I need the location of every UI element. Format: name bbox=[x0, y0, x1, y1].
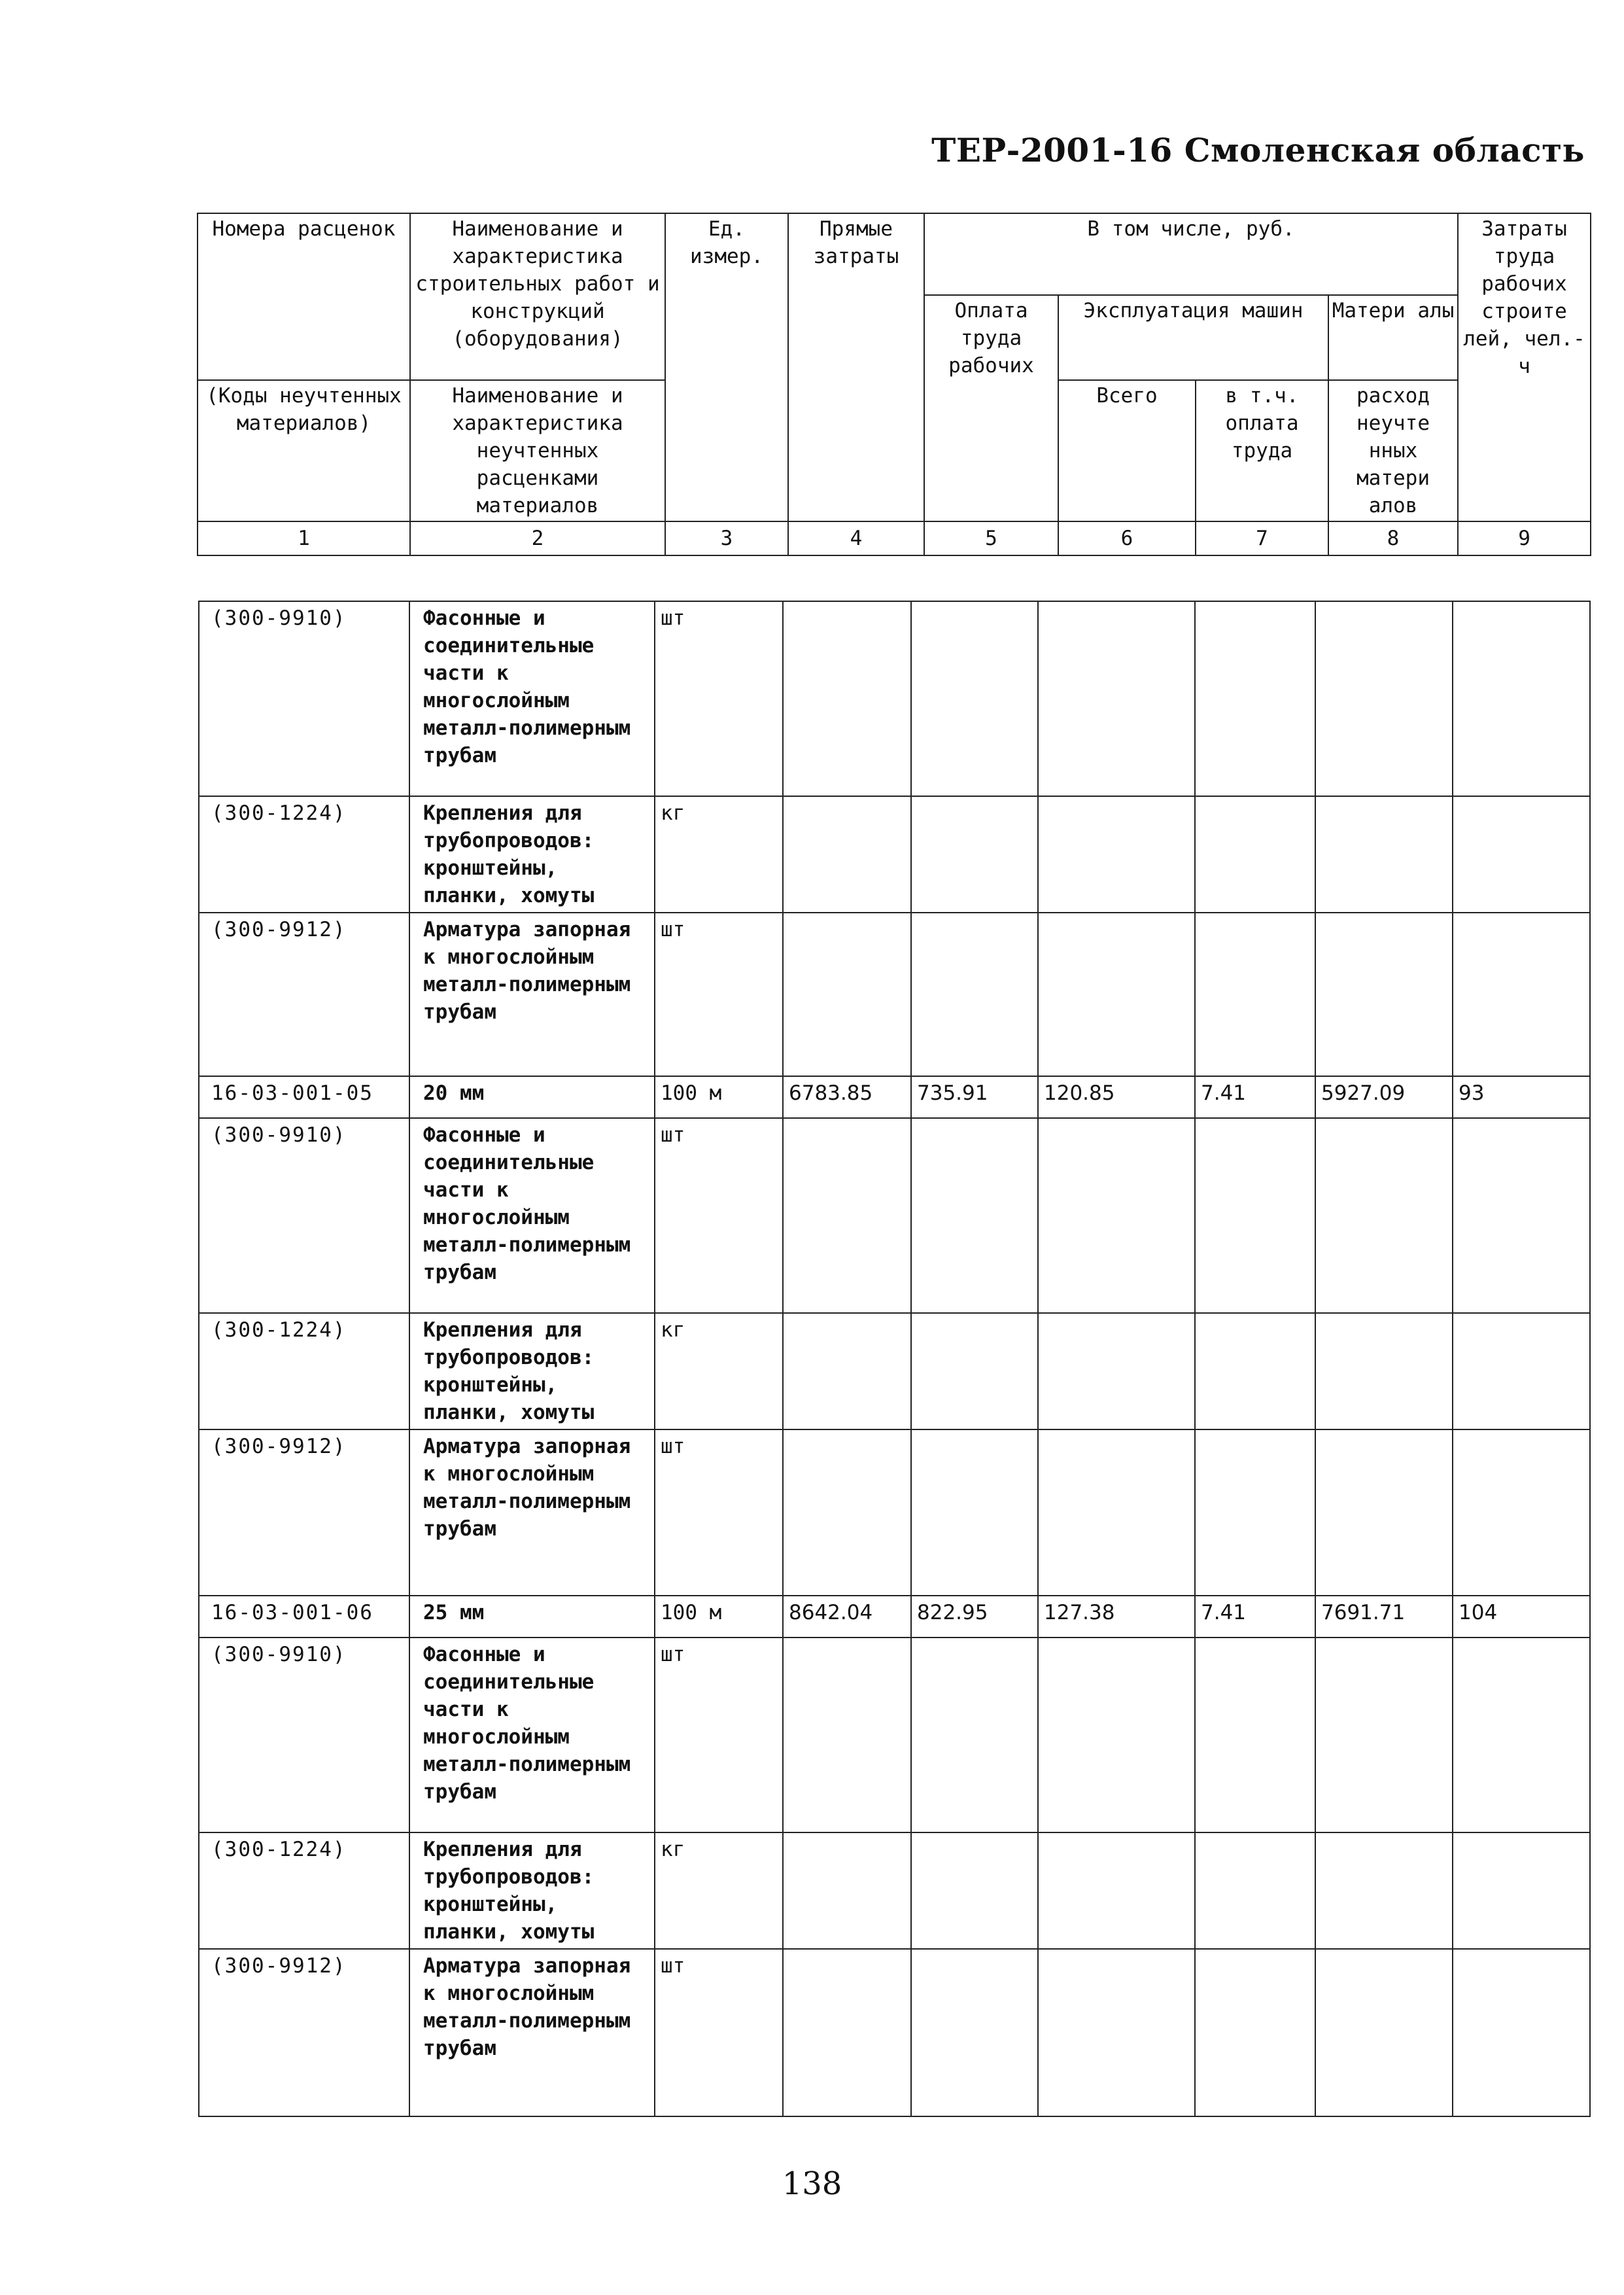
column-number: 3 bbox=[665, 521, 788, 555]
row-hours: 93 bbox=[1453, 1076, 1590, 1118]
row-code: (300-9912) bbox=[199, 1949, 409, 2116]
row-unit: шт bbox=[655, 913, 783, 1076]
column-number: 8 bbox=[1328, 521, 1458, 555]
header-material-names: Наименование и характеристика неучтенных расценками материалов bbox=[410, 380, 665, 521]
row-hours bbox=[1453, 1118, 1590, 1313]
row-materials bbox=[1315, 796, 1453, 913]
row-code: (300-1224) bbox=[199, 796, 409, 913]
row-machine-labor bbox=[1195, 1949, 1315, 2116]
row-code: 16-03-001-06 bbox=[199, 1596, 409, 1638]
row-unit: шт bbox=[655, 1118, 783, 1313]
row-machine-total: 120.85 bbox=[1038, 1076, 1195, 1118]
table-row bbox=[199, 1118, 1590, 1313]
column-number: 6 bbox=[1058, 521, 1196, 555]
row-direct bbox=[783, 1313, 911, 1429]
row-machine-total bbox=[1038, 1118, 1195, 1313]
row-machine-total bbox=[1038, 1429, 1195, 1596]
row-name: Арматура запорная к многослойным металл-полимерным трубам bbox=[409, 1949, 655, 2116]
row-hours bbox=[1453, 1429, 1590, 1596]
column-number: 4 bbox=[788, 521, 924, 555]
row-hours bbox=[1453, 1313, 1590, 1429]
row-name: Арматура запорная к многослойным металл-полимерным трубам bbox=[409, 1429, 655, 1596]
row-code: (300-1224) bbox=[199, 1313, 409, 1429]
page-title: ТЕР-2001-16 Смоленская область bbox=[931, 131, 1585, 169]
row-hours bbox=[1453, 796, 1590, 913]
row-direct bbox=[783, 1429, 911, 1596]
row-direct bbox=[783, 1949, 911, 2116]
row-hours: 104 bbox=[1453, 1596, 1590, 1638]
row-unit: 100 м bbox=[655, 1596, 783, 1638]
row-labor: 735.91 bbox=[911, 1076, 1038, 1118]
row-name: Крепления для трубопроводов: кронштейны, планки, хомуты bbox=[409, 1313, 655, 1429]
row-materials bbox=[1315, 1313, 1453, 1429]
row-direct bbox=[783, 1118, 911, 1313]
row-code: (300-9912) bbox=[199, 913, 409, 1076]
table-row bbox=[199, 1596, 1590, 1638]
row-machine-total bbox=[1038, 913, 1195, 1076]
rates-table bbox=[198, 601, 1591, 2117]
row-machine-total: 127.38 bbox=[1038, 1596, 1195, 1638]
row-hours bbox=[1453, 1638, 1590, 1832]
row-unit: кг bbox=[655, 1832, 783, 1949]
table-row bbox=[199, 913, 1590, 1076]
row-code: 16-03-001-05 bbox=[199, 1076, 409, 1118]
row-unit: шт bbox=[655, 1949, 783, 2116]
header-work-name: Наименование и характеристика строительных работ и конструкций (оборудования) bbox=[410, 213, 665, 380]
row-name: 25 мм bbox=[409, 1596, 655, 1638]
row-machine-labor bbox=[1195, 1638, 1315, 1832]
column-number: 2 bbox=[410, 521, 665, 555]
row-machine-total bbox=[1038, 1313, 1195, 1429]
row-machine-labor bbox=[1195, 913, 1315, 1076]
row-materials bbox=[1315, 913, 1453, 1076]
table-row bbox=[199, 601, 1590, 796]
header-materials: Матери алы bbox=[1328, 295, 1458, 380]
row-machine-total bbox=[1038, 601, 1195, 796]
row-code: (300-9910) bbox=[199, 1118, 409, 1313]
row-labor bbox=[911, 1638, 1038, 1832]
row-machine-labor bbox=[1195, 601, 1315, 796]
table-row bbox=[199, 1429, 1590, 1596]
row-direct bbox=[783, 1832, 911, 1949]
row-name: Крепления для трубопроводов: кронштейны, планки, хомуты bbox=[409, 796, 655, 913]
row-unit: кг bbox=[655, 1313, 783, 1429]
column-number: 7 bbox=[1196, 521, 1328, 555]
column-numbers-row bbox=[198, 521, 1591, 555]
row-labor bbox=[911, 601, 1038, 796]
row-direct bbox=[783, 1638, 911, 1832]
row-direct: 6783.85 bbox=[783, 1076, 911, 1118]
header-direct-costs: Прямые затраты bbox=[788, 213, 924, 521]
row-unit: шт bbox=[655, 601, 783, 796]
table-row bbox=[199, 796, 1590, 913]
header-rate-numbers: Номера расценок bbox=[198, 213, 410, 380]
table-row bbox=[199, 1832, 1590, 1949]
row-labor bbox=[911, 1429, 1038, 1596]
row-machine-labor bbox=[1195, 1118, 1315, 1313]
row-machine-total bbox=[1038, 1949, 1195, 2116]
row-unit: шт bbox=[655, 1429, 783, 1596]
row-name: Арматура запорная к многослойным металл-полимерным трубам bbox=[409, 913, 655, 1076]
row-machine-labor: 7.41 bbox=[1195, 1596, 1315, 1638]
row-machine-labor: 7.41 bbox=[1195, 1076, 1315, 1118]
table-row bbox=[199, 1313, 1590, 1429]
row-name: Фасонные и соединительные части к многослойным металл-полимерным трубам bbox=[409, 601, 655, 796]
header-machine-labor: в т.ч. оплата труда bbox=[1196, 380, 1328, 521]
row-unit: кг bbox=[655, 796, 783, 913]
row-materials bbox=[1315, 1429, 1453, 1596]
row-machine-total bbox=[1038, 1638, 1195, 1832]
header-unit: Ед. измер. bbox=[665, 213, 788, 521]
column-number: 5 bbox=[924, 521, 1058, 555]
row-labor: 822.95 bbox=[911, 1596, 1038, 1638]
row-materials bbox=[1315, 601, 1453, 796]
column-number: 1 bbox=[198, 521, 410, 555]
row-hours bbox=[1453, 913, 1590, 1076]
table-row bbox=[199, 1949, 1590, 2116]
row-direct bbox=[783, 601, 911, 796]
row-hours bbox=[1453, 1949, 1590, 2116]
header-machine-total: Всего bbox=[1058, 380, 1196, 521]
row-materials: 5927.09 bbox=[1315, 1076, 1453, 1118]
row-materials bbox=[1315, 1118, 1453, 1313]
row-code: (300-1224) bbox=[199, 1832, 409, 1949]
row-materials bbox=[1315, 1949, 1453, 2116]
row-labor bbox=[911, 796, 1038, 913]
header-including: В том числе, руб. bbox=[924, 213, 1458, 295]
row-direct: 8642.04 bbox=[783, 1596, 911, 1638]
row-name: Фасонные и соединительные части к многослойным металл-полимерным трубам bbox=[409, 1118, 655, 1313]
header-material-codes: (Коды неучтенных материалов) bbox=[198, 380, 410, 521]
row-materials bbox=[1315, 1638, 1453, 1832]
row-machine-total bbox=[1038, 1832, 1195, 1949]
row-direct bbox=[783, 913, 911, 1076]
header-labor-hours: Затраты труда рабочих строите лей, чел.-ч bbox=[1458, 213, 1591, 521]
row-labor bbox=[911, 1832, 1038, 1949]
row-code: (300-9912) bbox=[199, 1429, 409, 1596]
row-code: (300-9910) bbox=[199, 1638, 409, 1832]
row-code: (300-9910) bbox=[199, 601, 409, 796]
header-material-consumption: расход неучте нных матери алов bbox=[1328, 380, 1458, 521]
row-hours bbox=[1453, 601, 1590, 796]
row-name: Фасонные и соединительные части к многослойным металл-полимерным трубам bbox=[409, 1638, 655, 1832]
row-unit: 100 м bbox=[655, 1076, 783, 1118]
row-materials bbox=[1315, 1832, 1453, 1949]
row-unit: шт bbox=[655, 1638, 783, 1832]
row-materials: 7691.71 bbox=[1315, 1596, 1453, 1638]
row-labor bbox=[911, 1313, 1038, 1429]
row-name: Крепления для трубопроводов: кронштейны, планки, хомуты bbox=[409, 1832, 655, 1949]
header-table bbox=[197, 213, 1591, 556]
page-number: 138 bbox=[782, 2165, 842, 2202]
row-hours bbox=[1453, 1832, 1590, 1949]
header-machine-operation: Эксплуатация машин bbox=[1058, 295, 1328, 380]
row-labor bbox=[911, 1949, 1038, 2116]
table-row bbox=[199, 1638, 1590, 1832]
header-labor-pay: Оплата труда рабочих bbox=[924, 295, 1058, 521]
row-machine-labor bbox=[1195, 1832, 1315, 1949]
table-row bbox=[199, 1076, 1590, 1118]
column-number: 9 bbox=[1458, 521, 1591, 555]
row-labor bbox=[911, 913, 1038, 1076]
row-machine-labor bbox=[1195, 1313, 1315, 1429]
row-machine-labor bbox=[1195, 1429, 1315, 1596]
row-name: 20 мм bbox=[409, 1076, 655, 1118]
row-machine-total bbox=[1038, 796, 1195, 913]
row-labor bbox=[911, 1118, 1038, 1313]
row-machine-labor bbox=[1195, 796, 1315, 913]
row-direct bbox=[783, 796, 911, 913]
